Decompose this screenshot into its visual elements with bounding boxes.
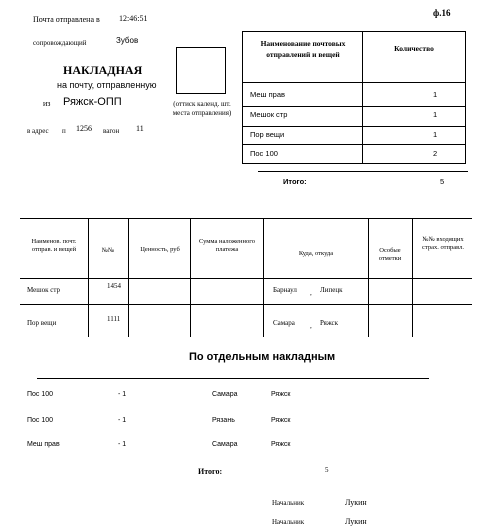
sent-label: Почта отправлена в <box>33 15 100 24</box>
summary-row-qty: 2 <box>433 149 438 158</box>
separate-row-to: Рязань <box>212 417 235 424</box>
from-place: Ряжск-ОПП <box>63 96 122 108</box>
summary-total-line <box>258 171 468 172</box>
document-subtitle: на почту, отправленную <box>57 80 157 90</box>
summary-row-qty: 1 <box>433 130 438 139</box>
sent-time: 12:46:51 <box>119 14 148 23</box>
table-row-num: 1454 <box>107 282 121 290</box>
summary-row-name: Меш прав <box>250 90 285 99</box>
separate-title-underline <box>37 378 429 379</box>
separate-row-name: Пос 100 <box>27 391 54 398</box>
table-row-from: Липецк <box>320 286 343 294</box>
col-cod-header: Сумма наложенного платежа <box>198 238 256 253</box>
table-row-to: Самара <box>273 319 295 327</box>
separate-row-name: Меш прав <box>27 441 60 448</box>
table-row-name: Мешок стр <box>27 286 61 294</box>
comma-separator: , <box>310 289 312 297</box>
stamp-note: (оттиск календ. шт. места отправления) <box>172 100 232 117</box>
summary-row-name: Пор вещи <box>250 130 285 139</box>
separate-row-to: Самара <box>212 391 238 398</box>
summary-total-label: Итого: <box>283 177 307 186</box>
signature-name: Лукин <box>345 498 367 507</box>
separate-total-value: 5 <box>325 466 329 474</box>
separate-row-count: - 1 <box>118 441 127 448</box>
wagon-label: вагон <box>103 127 120 135</box>
col-marks-header: Особые отметки <box>378 247 402 262</box>
to-label: в адрес <box>27 127 49 135</box>
summary-row-qty: 1 <box>433 90 438 99</box>
separate-row-to: Самара <box>212 441 238 448</box>
summary-row-name: Пос 100 <box>250 149 278 158</box>
escort-label: сопровождающий <box>33 39 87 47</box>
col-incoming-header: №№ входящих страх. отправл. <box>422 236 464 251</box>
separate-total-label: Итого: <box>198 467 223 476</box>
col-num-header: №№ <box>101 247 115 254</box>
to-prefix: п <box>62 127 66 135</box>
separate-title: По отдельным накладным <box>189 351 336 363</box>
summary-table <box>242 31 466 164</box>
main-table <box>20 218 472 336</box>
form-number: ф.16 <box>433 8 451 18</box>
table-row-to: Барнаул <box>273 286 297 294</box>
separate-row-name: Пос 100 <box>27 417 54 424</box>
summary-col-qty: Количество <box>394 44 434 53</box>
comma-separator: , <box>310 322 312 330</box>
document-title: НАКЛАДНАЯ <box>63 63 143 77</box>
summary-row-qty: 1 <box>433 110 438 119</box>
separate-row-from: Ряжск <box>271 417 291 424</box>
summary-col-name: Наименование почтовых отправлений и вещей <box>260 39 346 59</box>
table-row-name: Пор вещи <box>27 319 57 327</box>
from-label: из <box>43 99 51 108</box>
col-name-header: Наименов. почт. отправ. и вещей <box>31 238 77 253</box>
table-row-num: 1111 <box>107 315 121 323</box>
separate-row-from: Ряжск <box>271 441 291 448</box>
stamp-box <box>176 47 226 94</box>
signature-name: Лукин <box>345 517 367 526</box>
table-row-from: Ряжск <box>320 319 339 327</box>
escort-name: Зубов <box>116 36 139 45</box>
separate-row-from: Ряжск <box>271 391 291 398</box>
separate-row-count: - 1 <box>118 391 127 398</box>
summary-row-name: Мешок стр <box>250 110 288 119</box>
summary-total-value: 5 <box>440 177 445 186</box>
col-value-header: Ценность, руб <box>140 246 180 253</box>
train-number: 1256 <box>76 124 92 133</box>
signature-role: Начальник <box>272 518 305 526</box>
signature-role: Начальник <box>272 499 305 507</box>
col-route-header: Куда, откуда <box>298 250 334 257</box>
wagon-number: 11 <box>136 124 144 133</box>
separate-row-count: - 1 <box>118 417 127 424</box>
